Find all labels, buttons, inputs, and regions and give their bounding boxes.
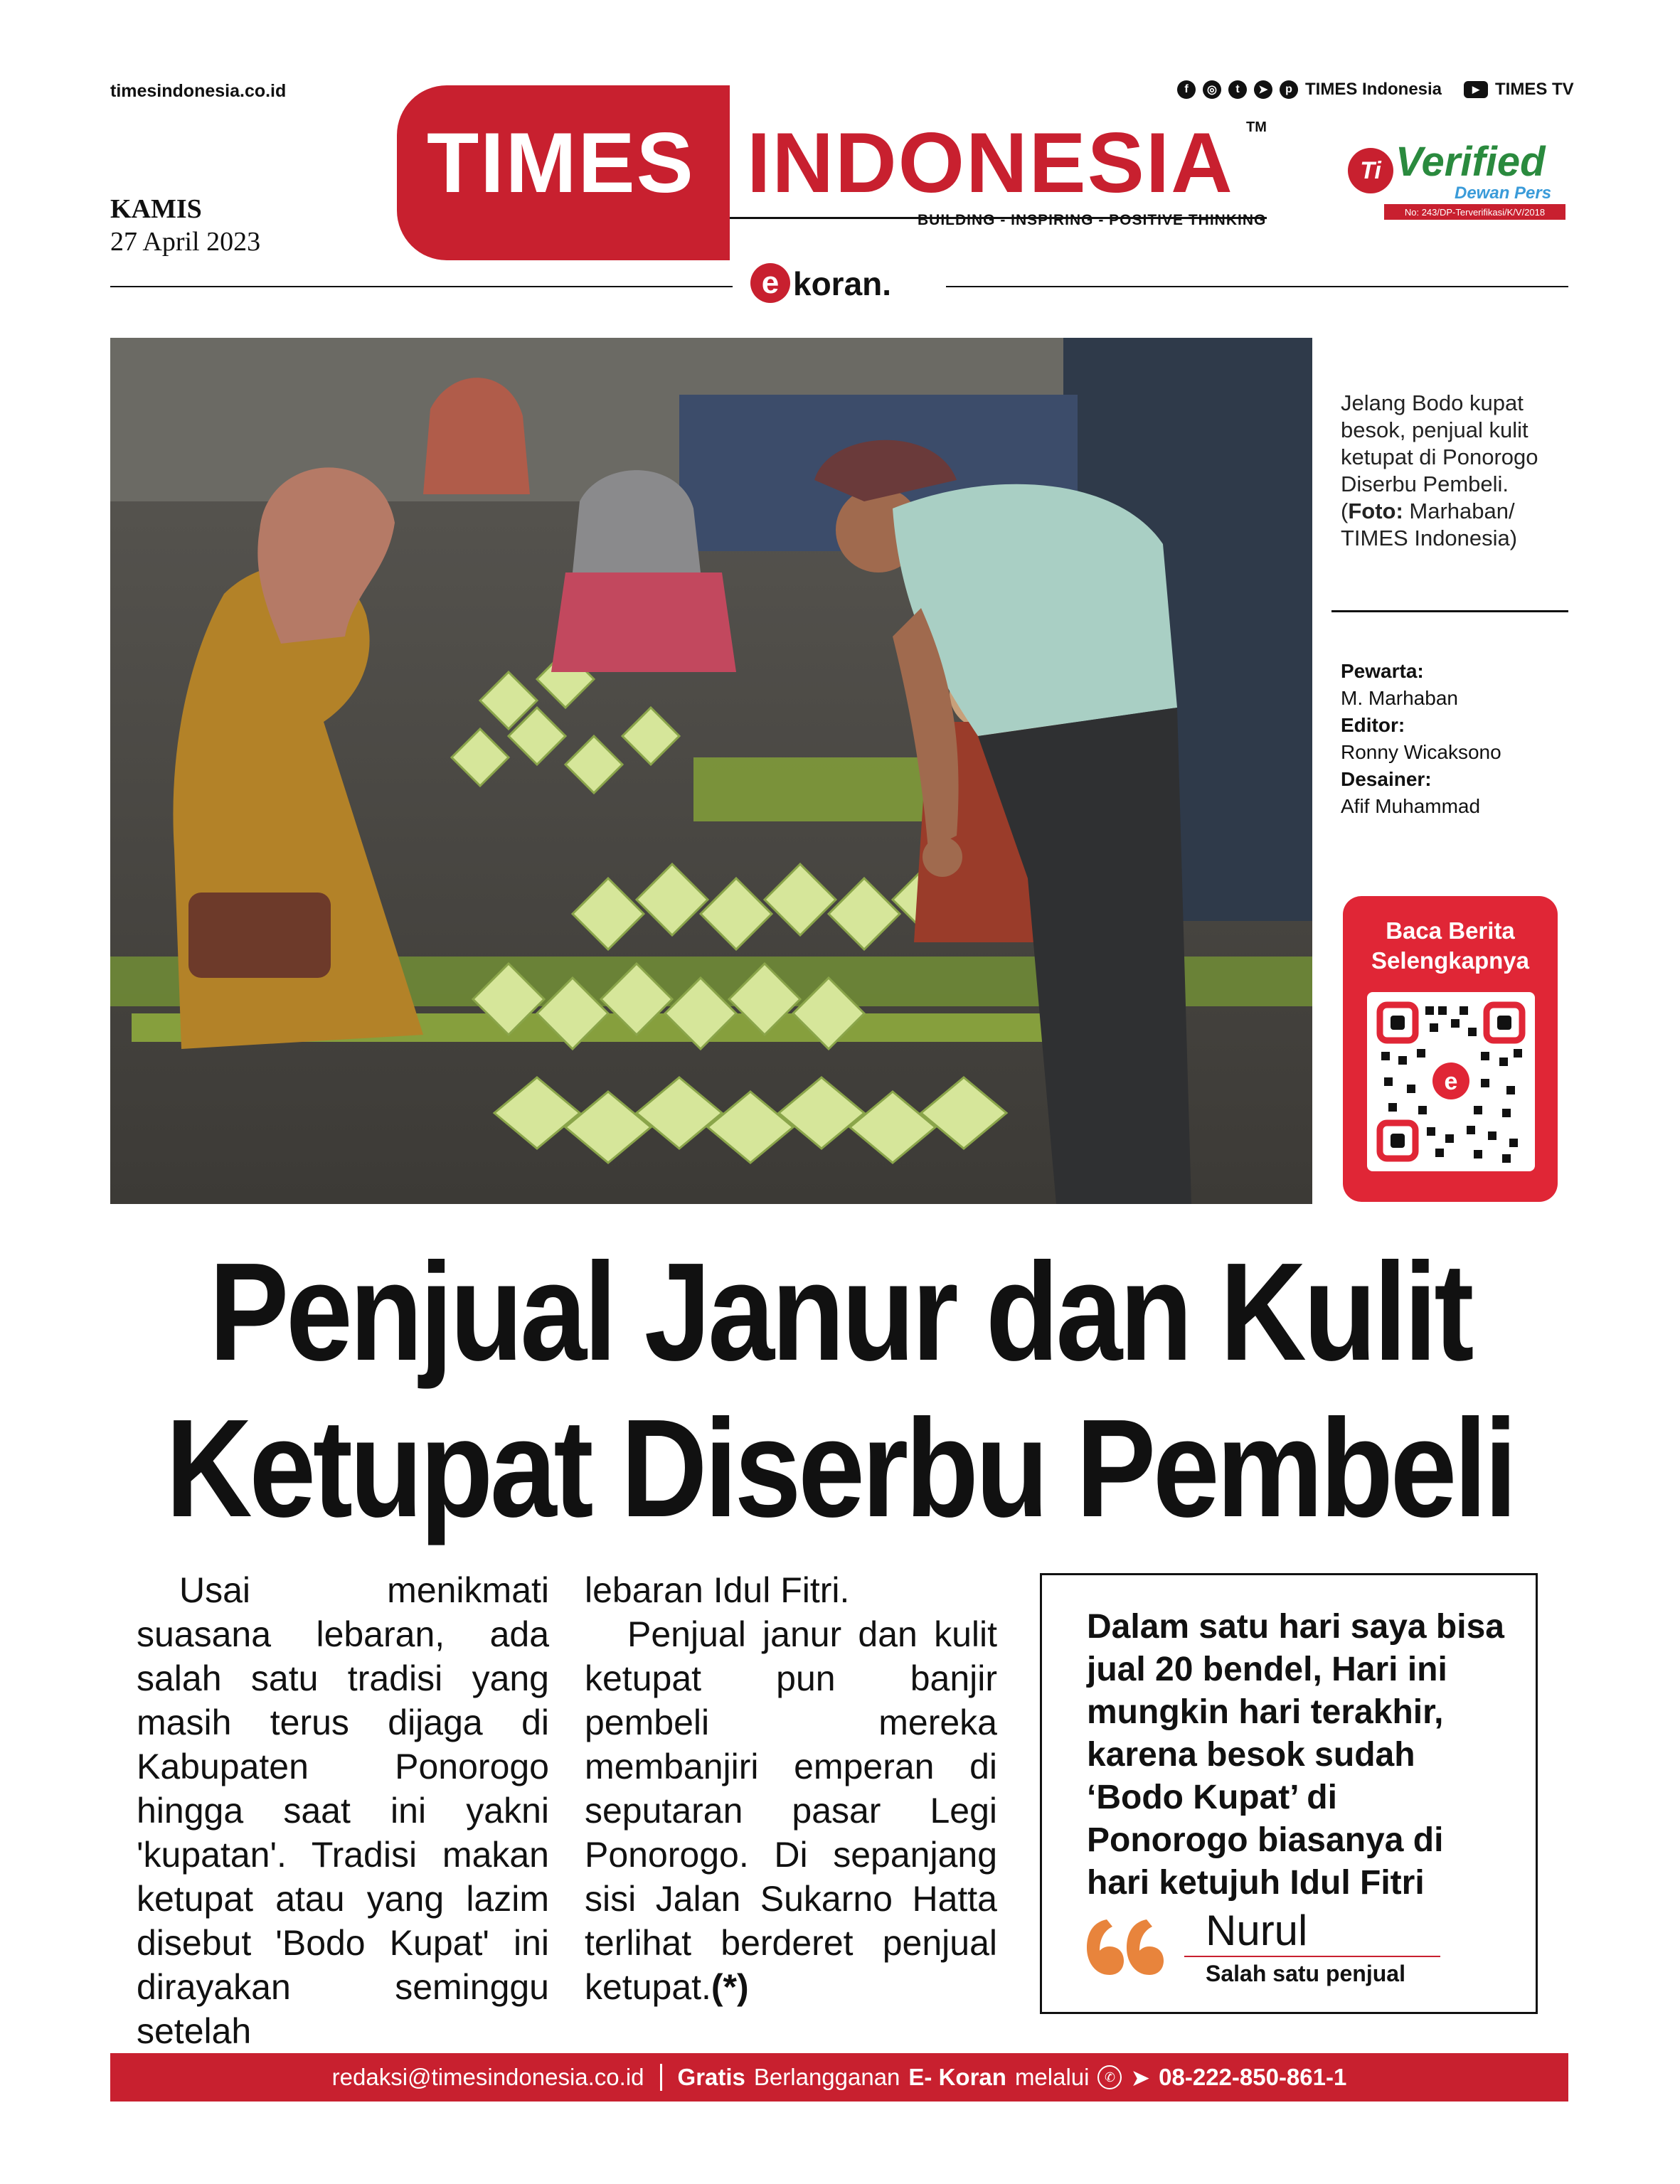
caption-rule: [1331, 610, 1568, 612]
pull-quote-text: Dalam satu hari saya bisa jual 20 bendel, Hari ini mungkin hari terakhir, karena besok sudah ‘Bodo Kupat’ di Ponorogo biasanya di hari ketujuh Idul Fitri: [1087, 1608, 1504, 1902]
logo-trademark: TM: [1246, 119, 1267, 135]
editor-label: Editor:: [1341, 714, 1405, 736]
footer-berlangganan: Berlangganan: [753, 2064, 900, 2090]
qr-center-label: e: [1444, 1068, 1458, 1095]
article-column-1: [137, 1568, 549, 2053]
ekoran-label: koran.: [793, 265, 892, 302]
quote-speaker-rule: [1184, 1956, 1440, 1957]
qr-code-graphic: [1367, 992, 1535, 1171]
verified-label: Verified: [1395, 139, 1546, 185]
social-label[interactable]: TIMES Indonesia: [1305, 80, 1442, 99]
instagram-icon[interactable]: ◎: [1203, 80, 1221, 99]
read-more-label: [1343, 916, 1558, 976]
headline-line1: Penjual Janur dan Kulit: [208, 1234, 1472, 1390]
facebook-icon[interactable]: f: [1177, 80, 1196, 99]
article-paragraph-2-text: Penjual janur dan kulit ketupat pun banjir pembeli mereka membanjiri emperan di seputaran pasar Legi Ponorogo. Di sepanjang sisi Jalan Sukarno Hatta terlihat berderet penjual ketupat.: [585, 1614, 997, 2007]
photo-caption: Jelang Bodo kupat besok, penjual kulit ketupat di Ponorogo Diserbu Pembeli. (Foto: Marhaban/ TIMES Indonesia): [1341, 390, 1538, 550]
caption-main: Jelang Bodo kupat besok, penjual kulit ketupat di Ponorogo Diserbu Pembeli.: [1341, 390, 1538, 496]
quote-speaker-role: Salah satu penjual: [1206, 1961, 1405, 1986]
headline: [117, 1234, 1562, 1547]
pewarta-name: M. Marhaban: [1341, 687, 1458, 709]
article-paragraph-1-end: lebaran Idul Fitri.: [585, 1570, 850, 1610]
site-url[interactable]: timesindonesia.co.id: [110, 81, 287, 101]
desainer-name: Afif Muhammad: [1341, 795, 1481, 817]
footer-separator: [660, 2064, 662, 2091]
youtube-icon: ▶: [1464, 81, 1488, 98]
read-more-line2: Selengkapnya: [1371, 947, 1529, 974]
credits-block: [1341, 658, 1568, 820]
read-more-line1: Baca Berita: [1386, 917, 1515, 944]
footer-bar: [110, 2053, 1568, 2102]
edition-date: 27 April 2023: [110, 227, 261, 257]
logo-times: TIMES: [427, 115, 695, 211]
ekoran-e-icon: e: [750, 263, 790, 303]
pinterest-icon[interactable]: p: [1280, 80, 1298, 99]
headline-line2: Ketupat Diserbu Pembeli: [165, 1390, 1515, 1546]
logo-tagline: BUILDING - INSPIRING - POSITIVE THINKING: [918, 212, 1267, 228]
logo-indonesia: INDONESIA: [747, 115, 1234, 211]
footer-gratis: Gratis: [677, 2064, 745, 2090]
whatsapp-icon: ✆: [1097, 2065, 1122, 2089]
verified-number: No: 243/DP-Terverifikasi/K/V/2018: [1384, 204, 1565, 220]
footer-ekoran: E- Koran: [908, 2064, 1006, 2090]
social-links: [1177, 80, 1442, 100]
article-paragraph-2: [585, 1612, 997, 2009]
footer-melalui: melalui: [1014, 2064, 1090, 2090]
footer-phone[interactable]: 08-222-850-861-1: [1159, 2064, 1347, 2090]
article-paragraph-1: Usai menikmati suasana lebaran, ada salah satu tradisi yang masih terus dijaga di Kabupaten Ponorogo hingga saat ini yakni 'kupatan'. Tradisi makan ketupat atau yang lazim disebut 'Bodo Kupat' ini dirayakan seminggu setelah: [137, 1570, 549, 2051]
main-photo: [110, 338, 1312, 1204]
telegram-icon: ➤: [1130, 2064, 1151, 2091]
edition-day: KAMIS: [110, 194, 202, 224]
telegram-icon[interactable]: ➤: [1254, 80, 1272, 99]
tv-label: TIMES TV: [1495, 80, 1574, 99]
caption-foto-credit: Marhaban/ TIMES Indonesia): [1341, 499, 1518, 550]
editor-name: Ronny Wicaksono: [1341, 741, 1501, 763]
verified-badge-icon: Ti: [1348, 148, 1393, 193]
quote-icon: [1087, 1915, 1165, 1979]
desainer-label: Desainer:: [1341, 768, 1432, 790]
main-photo-illustration: [110, 338, 1312, 1204]
pewarta-label: Pewarta:: [1341, 660, 1424, 682]
qr-code[interactable]: [1367, 992, 1535, 1171]
caption-foto-label: Foto:: [1348, 499, 1403, 523]
verified-sub: Dewan Pers: [1455, 183, 1552, 203]
article-column-2: [585, 1568, 997, 2009]
times-tv-link[interactable]: [1464, 80, 1574, 100]
twitter-icon[interactable]: t: [1228, 80, 1247, 99]
quote-speaker-name: Nurul: [1206, 1907, 1308, 1954]
footer-email[interactable]: redaksi@timesindonesia.co.id: [331, 2064, 644, 2090]
article-end-mark: (*): [711, 1967, 749, 2007]
